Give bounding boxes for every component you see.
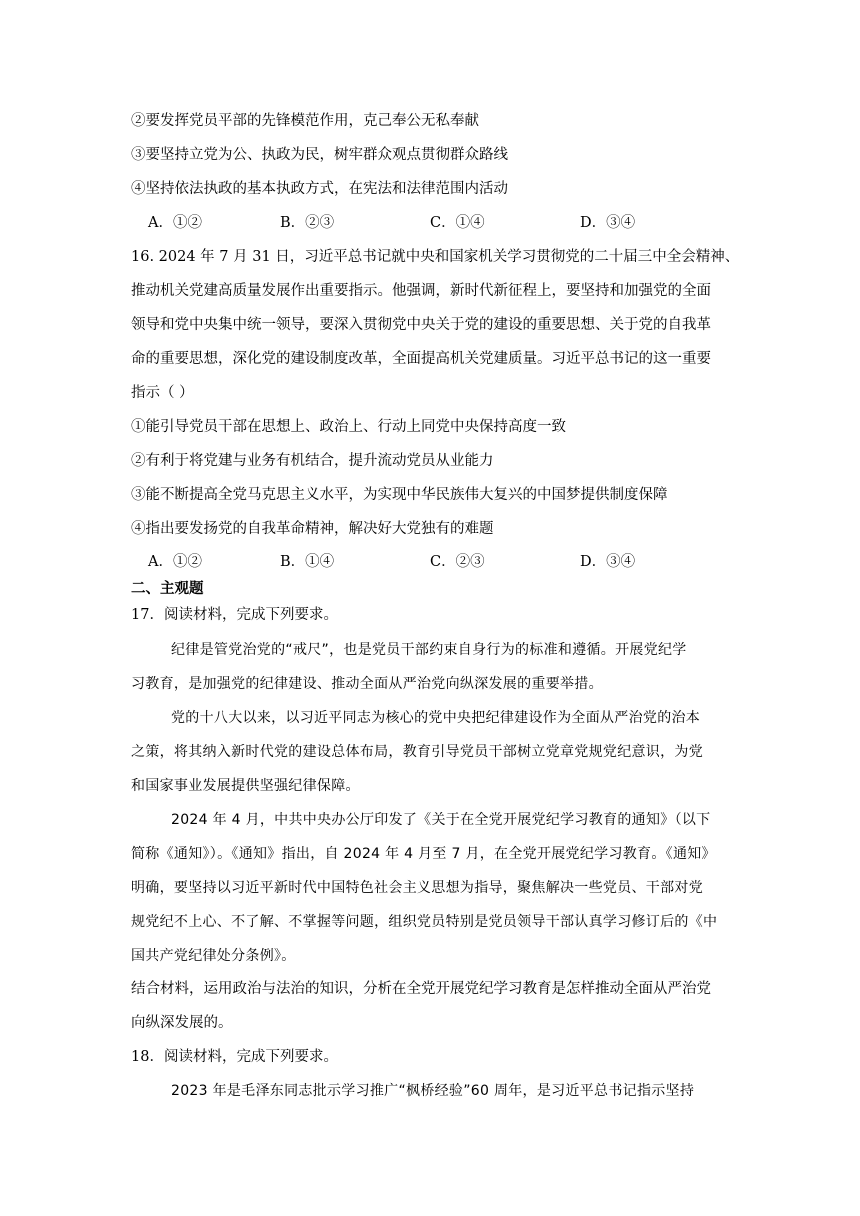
q17-material-line: 国共产党纪律处分条例》。 [131,948,296,964]
q16-option-b[interactable]: B．①④ [280,554,335,570]
q16-statement-1: ①能引导党员干部在思想上、政治上、行动上同党中央保持高度一致 [131,419,566,435]
q17-material-line: 规党纪不上心、不了解、不掌握等问题，组织党员特别是党员领导干部认真学习修订后的《中 [131,914,718,930]
q17-material-line: 和国家事业发展提供坚强纪律保障。 [131,778,360,794]
q15-statement-4: ④坚持依法执政的基本执政方式，在宪法和法律范围内活动 [131,181,508,197]
q17-material-line: 习教育，是加强党的纪律建设、推动全面从严治党向纵深发展的重要举措。 [131,676,603,692]
q15-statement-3: ③要坚持立党为公、执政为民，树牢群众观点贯彻群众路线 [131,147,508,163]
q16-stem-line: 命的重要思想，深化党的建设制度改革，全面提高机关党建质量。习近平总书记的这一重要 [131,351,711,367]
q17-material-line: 纪律是管党治党的“戒尺”，也是党员干部约束自身行为的标准和遵循。开展党纪学 [171,642,687,658]
q17-question-line: 结合材料，运用政治与法治的知识，分析在全党开展党纪学习教育是怎样推动全面从严治党 [131,981,711,997]
q16-option-c[interactable]: C．②③ [430,554,485,570]
section-heading: 二、主观题 [131,580,204,597]
q16-statement-4: ④指出要发扬党的自我革命精神，解决好大党独有的难题 [131,521,494,537]
q16-stem-line: 推动机关党建高质量发展作出重要指示。他强调，新时代新征程上，要坚持和加强党的全面 [131,283,711,299]
q16-stem-line: 指示（ ） [131,385,194,401]
q17-material-line: 明确，要坚持以习近平新时代中国特色社会主义思想为指导，聚焦解决一些党员、干部对党 [131,880,703,896]
q15-statement-2: ②要发挥党员平部的先锋模范作用，克己奉公无私奉献 [131,113,479,129]
q15-options [148,213,708,233]
q18-material-line: 2023 年是毛泽东同志批示学习推广“枫桥经验”60 周年，是习近平总书记指示坚持 [171,1083,695,1099]
q17-material-line: 简称《通知》）。《通知》指出，自 2024 年 4 月至 7 月，在全党开展党纪学习教育。《通知》 [131,846,716,862]
q17-material-line: 党的十八大以来，以习近平同志为核心的党中央把纪律建设作为全面从严治党的治本 [171,710,701,726]
q17-question-line: 向纵深发展的。 [131,1015,233,1031]
q16-stem-line: 16. 2024 年 7 月 31 日，习近平总书记就中央和国家机关学习贯彻党的二十届三中全会精神、 [131,249,740,265]
q16-stem-line: 领导和党中央集中统一领导，要深入贯彻党中央关于党的建设的重要思想、关于党的自我革 [131,317,711,333]
q16-statement-2: ②有利于将党建与业务有机结合，提升流动党员从业能力 [131,453,494,469]
q17-prompt: 17．阅读材料，完成下列要求。 [131,607,338,623]
q16-option-d[interactable]: D．③④ [580,554,636,570]
q17-material-line: 2024 年 4 月，中共中央办公厅印发了《关于在全党开展党纪学习教育的通知》（以下 [171,812,711,828]
q16-options [148,552,708,572]
q16-option-a[interactable]: A．①② [148,554,202,570]
q18-prompt: 18．阅读材料，完成下列要求。 [131,1049,338,1065]
q16-statement-3: ③能不断提高全党马克思主义水平，为实现中华民族伟大复兴的中国梦提供制度保障 [131,487,668,503]
q15-option-a[interactable]: A．①② [148,215,202,231]
q15-option-d[interactable]: D．③④ [580,215,636,231]
q15-option-c[interactable]: C．①④ [430,215,485,231]
q15-option-b[interactable]: B．②③ [280,215,335,231]
q17-material-line: 之策，将其纳入新时代党的建设总体布局，教育引导党员干部树立党章党规党纪意识，为党 [131,744,703,760]
